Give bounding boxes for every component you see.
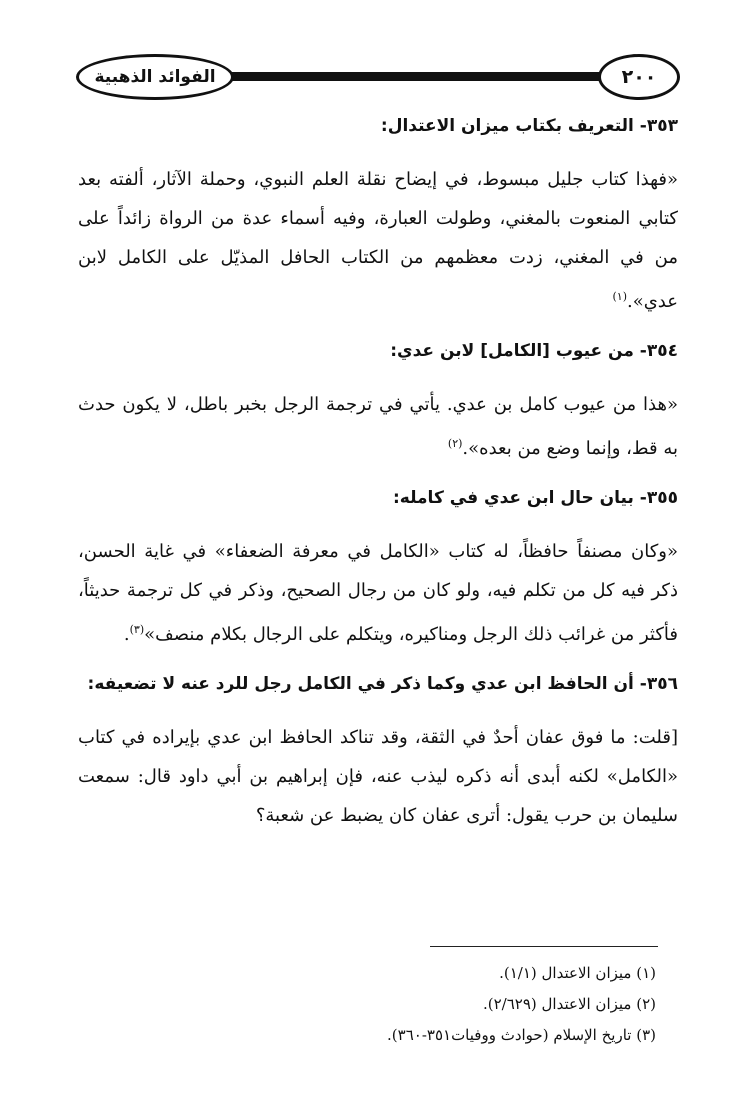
section-heading-354: ٣٥٤- من عيوب [الكامل] لابن عدي: [390, 341, 678, 361]
page-header [70, 50, 680, 104]
footnote-separator [430, 946, 658, 947]
footnote-2: (٢) ميزان الاعتدال (٢/٦٢٩). [483, 995, 656, 1013]
main-text [78, 112, 678, 851]
footnotes [78, 958, 656, 1051]
header-rule [210, 72, 610, 81]
page-number-badge [598, 54, 680, 100]
section-heading-355: ٣٥٥- بيان حال ابن عدي في كامله: [392, 488, 678, 508]
section-paragraph-355: «وكان مصنفاً حافظاً، له كتاب «الكامل في معرفة الضعفاء» في غاية الحسن، ذكر فيه كل من تكلم فيه، ولو كان من رجال الصحيح، وذكر في كل ترجمة حديثاً، فأكثر من غرائب ذلك الرجل ومناكيره، ويتكلم على الرجال بكلام منصف»$^{(٣)}$. [78, 541, 678, 645]
footnote-ref-1[interactable]: (١) [612, 290, 627, 303]
section-paragraph-353: «فهذا كتاب جليل مبسوط، في إيضاح نقلة العلم النبوي، وحملة الآثار، ألفته بعد كتابي المنعوت بالمغني، وطولت العبارة، وفيه أسماء عدة من الرواة زائداً على من في المغني، زدت معظمهم من الكتاب الحافل المذيّل على الكامل لابن عدي».$^{(١)}$ [78, 169, 678, 312]
section-paragraph-356: [قلت: ما فوق عفان أحدٌ في الثقة، وقد تناكد الحافظ ابن عدي بإيراده في كتاب «الكامل» لكنه أبدى أنه ذكره ليذب عنه، فإن إبراهيم بن أبي داود قال: سمعت سليمان بن حرب يقول: أترى عفان كان يضبط عن شعبة؟ [78, 727, 678, 826]
footnote-3: (٣) تاريخ الإسلام (حوادث ووفيات٣٥١-٣٦٠). [387, 1026, 656, 1044]
footnote-1: (١) ميزان الاعتدال (١/١). [499, 964, 656, 982]
section-heading-353: ٣٥٣- التعريف بكتاب ميزان الاعتدال: [380, 116, 678, 136]
running-title [76, 54, 234, 100]
section-paragraph-354: «هذا من عيوب كامل بن عدي. يأتي في ترجمة الرجل بخبر باطل، لا يكون حدث به قط، وإنما وضع من بعده».$^{(٢)}$ [78, 394, 678, 459]
page-number: ٢٠٠ [621, 66, 657, 88]
book-title: الفوائد الذهبية [94, 67, 216, 87]
section-heading-356: ٣٥٦- أن الحافظ ابن عدي وكما ذكر في الكامل رجل للرد عنه لا تضعيفه: [87, 674, 678, 694]
footnote-ref-2[interactable]: (٢) [447, 437, 463, 450]
footnote-ref-3[interactable]: (٣) [129, 623, 145, 636]
